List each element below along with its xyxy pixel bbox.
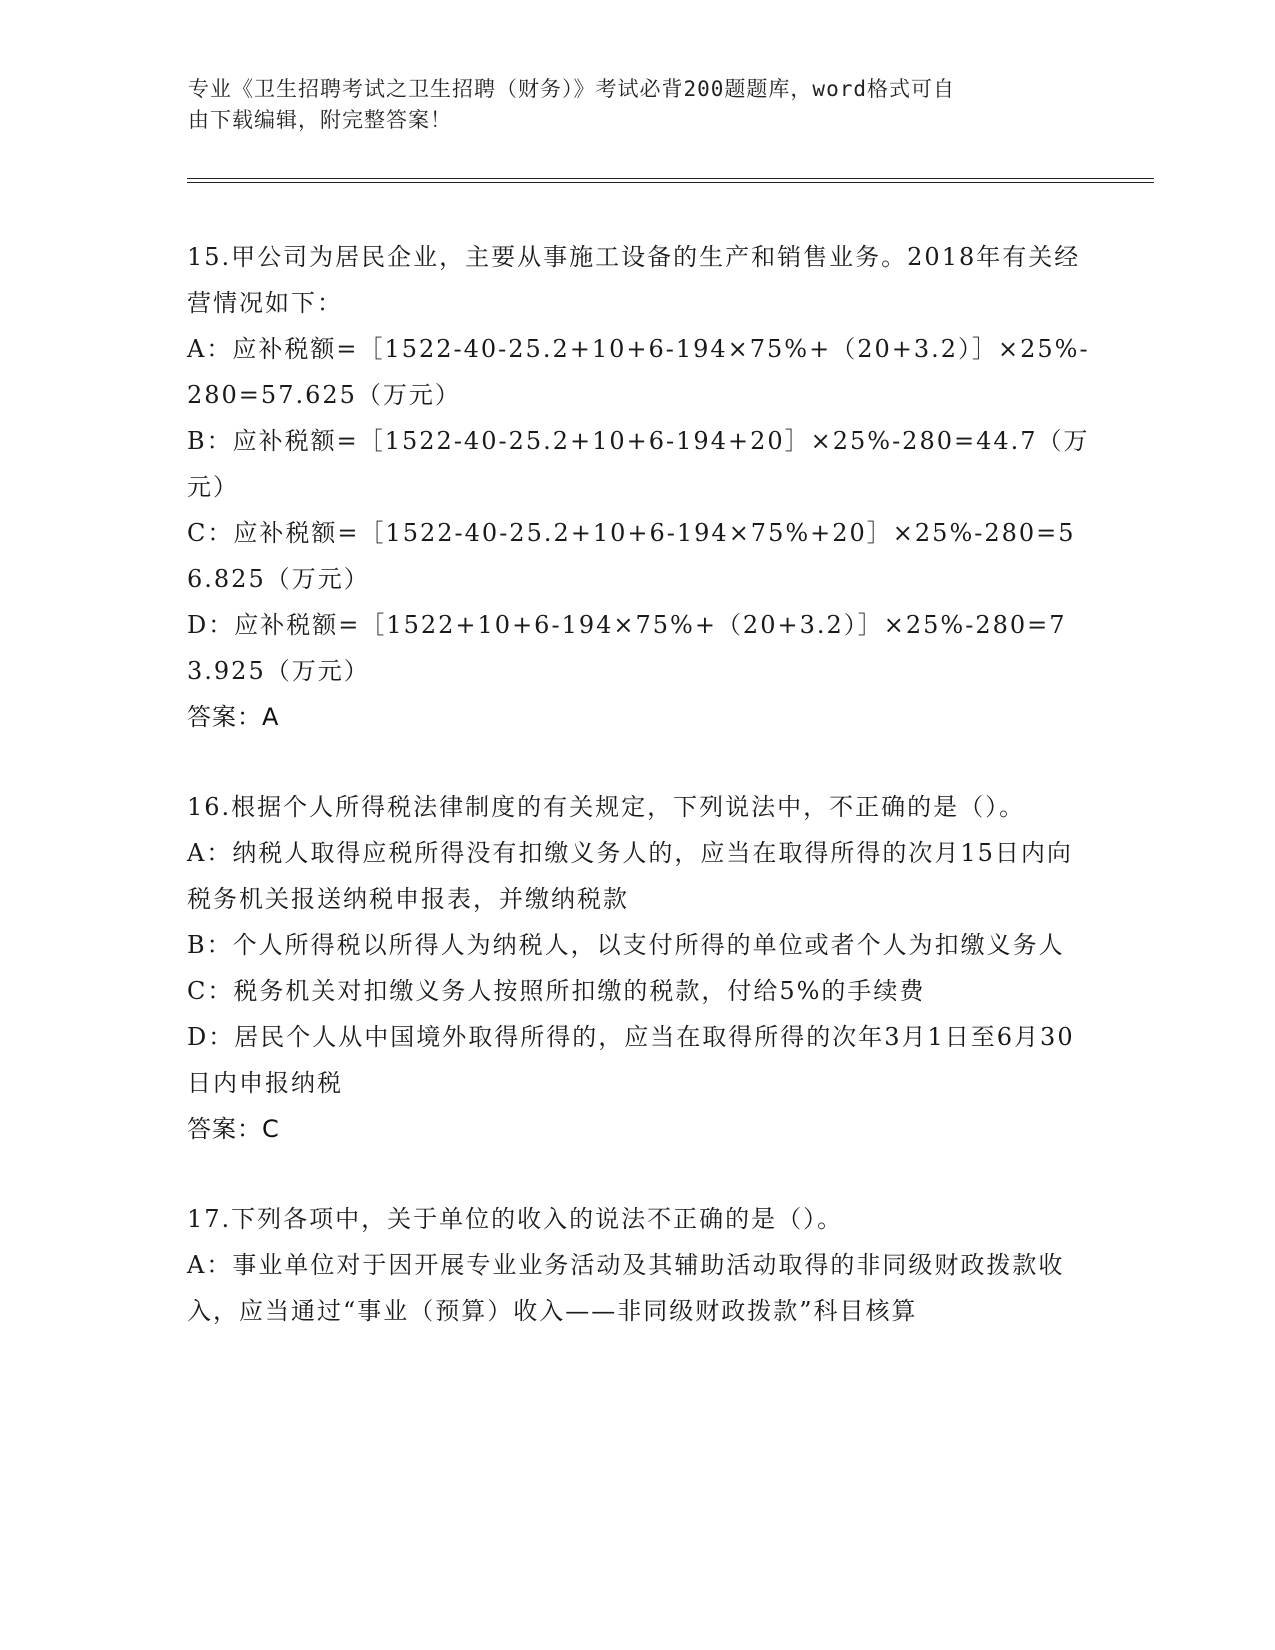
header-divider-double: [187, 182, 1154, 183]
answer-line: 答案：C: [187, 1115, 280, 1143]
question-17: [187, 1196, 1092, 1334]
header-divider: [187, 178, 1154, 179]
option-c: C：应补税额=［1522-40-25.2+10+6-194×75%+20］×25%-280=56.825（万元）: [187, 519, 1076, 593]
question-stem: 15.甲公司为居民企业，主要从事施工设备的生产和销售业务。2018年有关经营情况如下：: [187, 243, 1081, 317]
header-line-1: 专业《卫生招聘考试之卫生招聘（财务）》考试必背200题题库，word格式可自: [188, 77, 955, 101]
option-b: B：应补税额=［1522-40-25.2+10+6-194+20］×25%-280=44.7（万元）: [187, 427, 1090, 501]
option-c: C：税务机关对扣缴义务人按照所扣缴的税款，付给5%的手续费: [187, 977, 926, 1005]
option-a: A：纳税人取得应税所得没有扣缴义务人的，应当在取得所得的次月15日内向税务机关报送纳税申报表，并缴纳税款: [187, 839, 1073, 913]
option-a: A：事业单位对于因开展专业业务活动及其辅助活动取得的非同级财政拨款收入，应当通过“事业（预算）收入——非同级财政拨款”科目核算: [187, 1251, 1065, 1325]
header-line-2: 由下载编辑，附完整答案！: [188, 108, 452, 132]
question-stem: 17.下列各项中，关于单位的收入的说法不正确的是（）。: [187, 1205, 844, 1233]
question-list: [187, 234, 1092, 1378]
question-stem: 16.根据个人所得税法律制度的有关规定，下列说法中，不正确的是（）。: [187, 793, 1026, 821]
option-d: D：居民个人从中国境外取得所得的，应当在取得所得的次年3月1日至6月30日内申报纳税: [187, 1023, 1075, 1097]
option-a: A：应补税额=［1522-40-25.2+10+6-194×75%+（20+3.2）］×25%-280=57.625（万元）: [187, 335, 1090, 409]
document-header: [188, 74, 1088, 136]
question-15: [187, 234, 1092, 740]
option-d: D：应补税额=［1522+10+6-194×75%+（20+3.2）］×25%-280=73.925（万元）: [187, 611, 1067, 685]
option-b: B：个人所得税以所得人为纳税人，以支付所得的单位或者个人为扣缴义务人: [187, 931, 1065, 959]
answer-line: 答案：A: [187, 703, 280, 731]
question-16: [187, 784, 1092, 1152]
